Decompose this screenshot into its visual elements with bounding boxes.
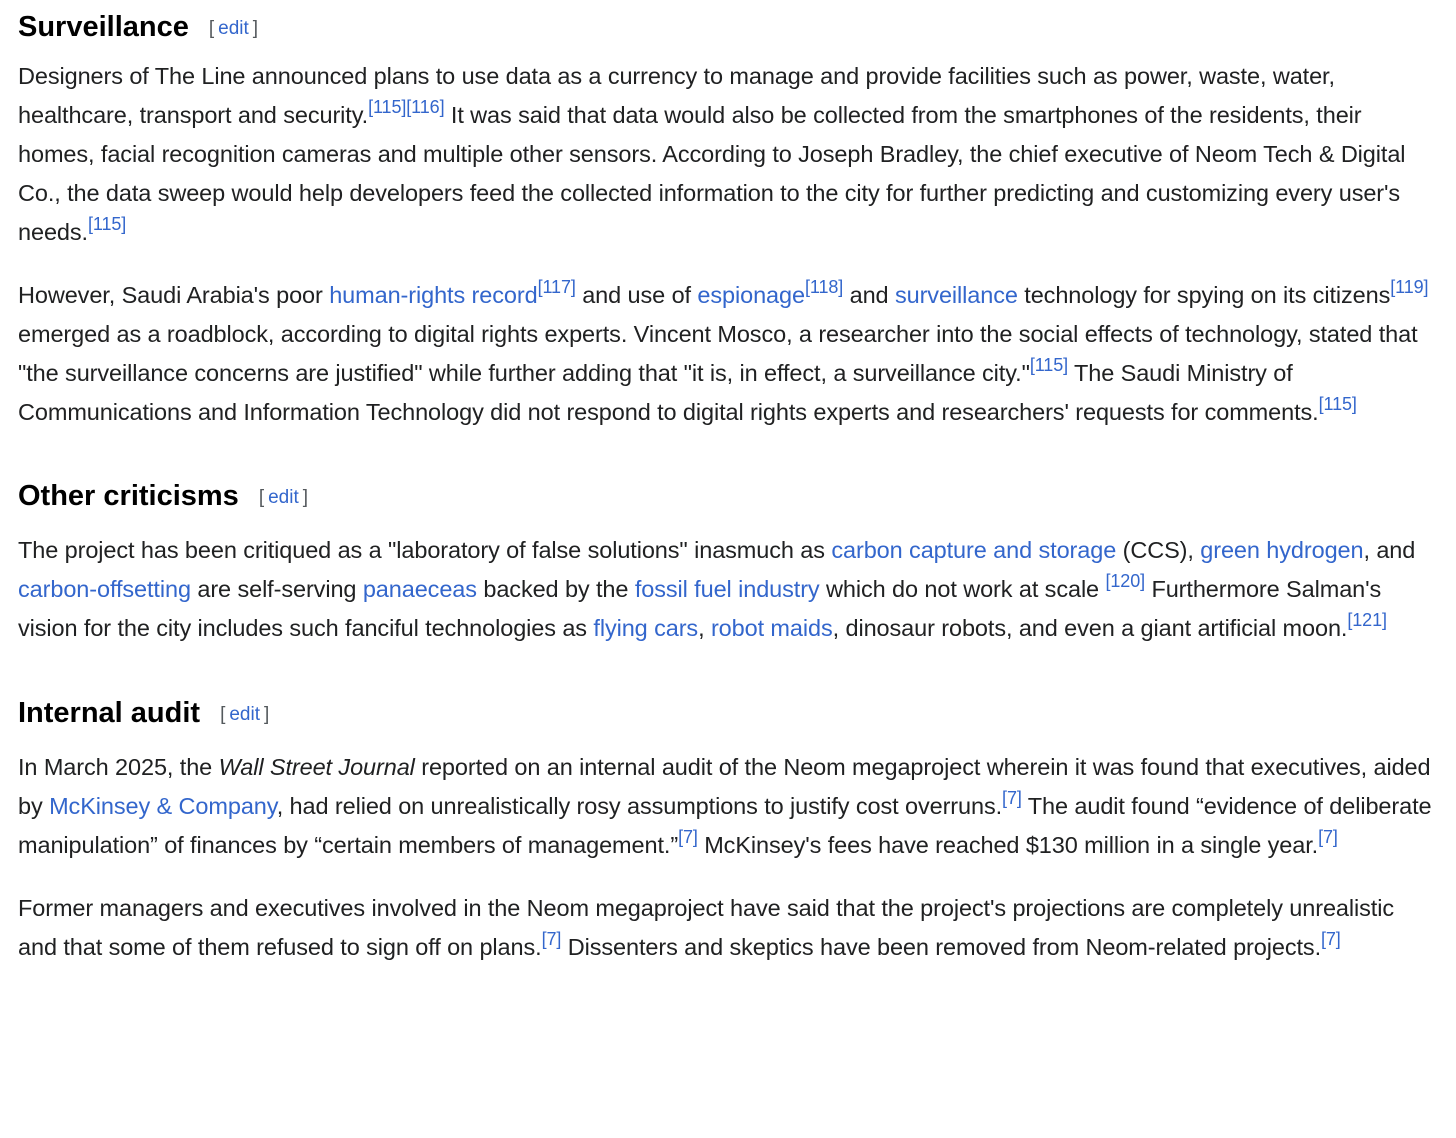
text-run: In March 2025, the <box>18 754 219 780</box>
wikilink-espionage[interactable]: espionage <box>697 282 805 308</box>
citation[interactable] <box>678 827 698 847</box>
section-heading-other-criticisms <box>18 478 1438 516</box>
citation[interactable] <box>406 97 444 117</box>
citation[interactable] <box>1002 788 1022 808</box>
text-run: It was said that data would also be collected from the smartphones of the residents, their homes, facial recognition cameras and multiple other sensors. According to Joseph Bradley, the chief executive of Neom Tech & Digital Co., the data sweep would help developers feed the collected information to the city for further predicting and customizing every user's needs. <box>18 102 1406 245</box>
text-run: reported on an internal audit of the Neom megaproject wherein it was found that executives, aided by <box>18 754 1431 819</box>
text-run: and <box>843 282 895 308</box>
citation-link[interactable]: [115] <box>1029 355 1069 375</box>
section-heading-internal-audit <box>18 695 1438 733</box>
wikilink-robot-maids[interactable]: robot maids <box>710 615 833 641</box>
citation[interactable] <box>1318 827 1338 847</box>
text-run: The project has been critiqued as a "laboratory of false solutions" inasmuch as <box>18 537 832 563</box>
citation-link[interactable]: [119] <box>1390 277 1429 297</box>
wikilink-flying-cars[interactable]: flying cars <box>593 615 699 641</box>
text-run: Furthermore Salman's vision for the city includes such fanciful technologies as <box>18 576 1382 641</box>
citation-link[interactable]: [7] <box>541 929 562 949</box>
citation[interactable] <box>1030 355 1068 375</box>
citation-link[interactable]: [116] <box>406 97 445 117</box>
wikilink-human-rights-record[interactable]: human-rights record <box>329 282 538 308</box>
citation[interactable] <box>1105 571 1145 591</box>
citation[interactable] <box>805 277 843 297</box>
text-run: , and <box>1363 537 1416 563</box>
text-run: Dissenters and skeptics have been removed from Neom-related projects. <box>561 934 1321 960</box>
text-run: backed by the <box>476 576 635 602</box>
citation[interactable] <box>368 97 406 117</box>
wikilink-green-hydrogen[interactable]: green hydrogen <box>1200 537 1364 563</box>
paragraph <box>18 276 1438 432</box>
edit-section-link <box>220 704 269 725</box>
text-run: technology for spying on its citizens <box>1017 282 1391 308</box>
wikilink-carbon-offsetting[interactable]: carbon-offsetting <box>18 576 191 602</box>
italic-title: Wall Street Journal <box>218 754 415 780</box>
text-run: and use of <box>575 282 698 308</box>
text-run: Former managers and executives involved in the Neom megaproject have said that the project's projections are completely unrealistic and that some of them refused to sign off on plans. <box>18 895 1394 960</box>
citation-link[interactable]: [120] <box>1105 571 1146 591</box>
bracket-open: [ <box>220 704 226 725</box>
text-run: , <box>698 615 711 641</box>
citation-link[interactable]: [115] <box>87 214 127 234</box>
wikilink-fossil-fuel-industry[interactable]: fossil fuel industry <box>634 576 820 602</box>
wikilink-surveillance[interactable]: surveillance <box>894 282 1018 308</box>
text-run: , dinosaur robots, and even a giant artificial moon. <box>832 615 1348 641</box>
section-title: Surveillance <box>18 11 189 43</box>
citation[interactable] <box>1319 394 1357 414</box>
edit-section-link <box>209 18 258 39</box>
citation[interactable] <box>542 929 562 949</box>
citation-link[interactable]: [7] <box>1002 788 1022 808</box>
bracket-close: ] <box>252 18 259 39</box>
text-run: (CCS), <box>1116 537 1201 563</box>
text-run: emerged as a roadblock, according to digital rights experts. Vincent Mosco, a researcher into the social effects of technology, stated that "the surveillance concerns are justified" while further adding that "it is, in effect, a surveillance city." <box>18 321 1418 386</box>
section-title: Internal audit <box>18 697 201 729</box>
bracket-open: [ <box>208 18 215 39</box>
text-run: The Saudi Ministry of Communications and Information Technology did not respond to digital rights experts and researchers' requests for comments. <box>18 360 1319 425</box>
citation-link[interactable]: [121] <box>1347 610 1387 630</box>
wikilink-panaceas[interactable]: panaeceas <box>362 576 477 602</box>
section-heading-surveillance <box>18 0 1438 47</box>
citation[interactable] <box>1390 277 1428 297</box>
text-run: , had relied on unrealistically rosy assumptions to justify cost overruns. <box>276 793 1003 819</box>
citation-link[interactable]: [7] <box>1321 929 1341 949</box>
citation-link[interactable]: [115] <box>1318 394 1357 414</box>
citation-link[interactable]: [7] <box>678 827 698 847</box>
citation[interactable] <box>88 214 126 234</box>
citation-link[interactable]: [118] <box>804 277 844 297</box>
text-run: McKinsey's fees have reached $130 million in a single year. <box>697 832 1319 858</box>
citation-link[interactable]: [117] <box>537 277 576 297</box>
paragraph <box>18 57 1438 252</box>
paragraph <box>18 748 1438 865</box>
section-title: Other criticisms <box>18 480 239 512</box>
citation-link[interactable]: [115] <box>368 97 407 117</box>
edit-button[interactable]: edit <box>268 487 299 508</box>
paragraph <box>18 889 1438 967</box>
text-run: Designers of The Line announced plans to use data as a currency to manage and provide facilities such as power, waste, water, healthcare, transport and security. <box>18 63 1335 128</box>
paragraph <box>18 531 1438 648</box>
wikilink-carbon-capture[interactable]: carbon capture and storage <box>831 537 1117 563</box>
edit-button[interactable]: edit <box>229 704 260 725</box>
bracket-open: [ <box>258 487 265 508</box>
text-run: which do not work at scale <box>819 576 1106 602</box>
bracket-close: ] <box>302 487 309 508</box>
citation[interactable] <box>538 277 576 297</box>
text-run: However, Saudi Arabia's poor <box>18 282 330 308</box>
edit-section-link <box>259 487 308 508</box>
citation-link[interactable]: [7] <box>1318 827 1338 847</box>
bracket-close: ] <box>264 704 270 725</box>
citation[interactable] <box>1321 929 1341 949</box>
text-run: The audit found “evidence of deliberate manipulation” of finances by “certain members of management.” <box>18 793 1432 858</box>
text-run: are self-serving <box>190 576 363 602</box>
edit-button[interactable]: edit <box>218 18 249 39</box>
citation[interactable] <box>1347 610 1387 630</box>
wikilink-mckinsey[interactable]: McKinsey & Company <box>49 793 277 819</box>
